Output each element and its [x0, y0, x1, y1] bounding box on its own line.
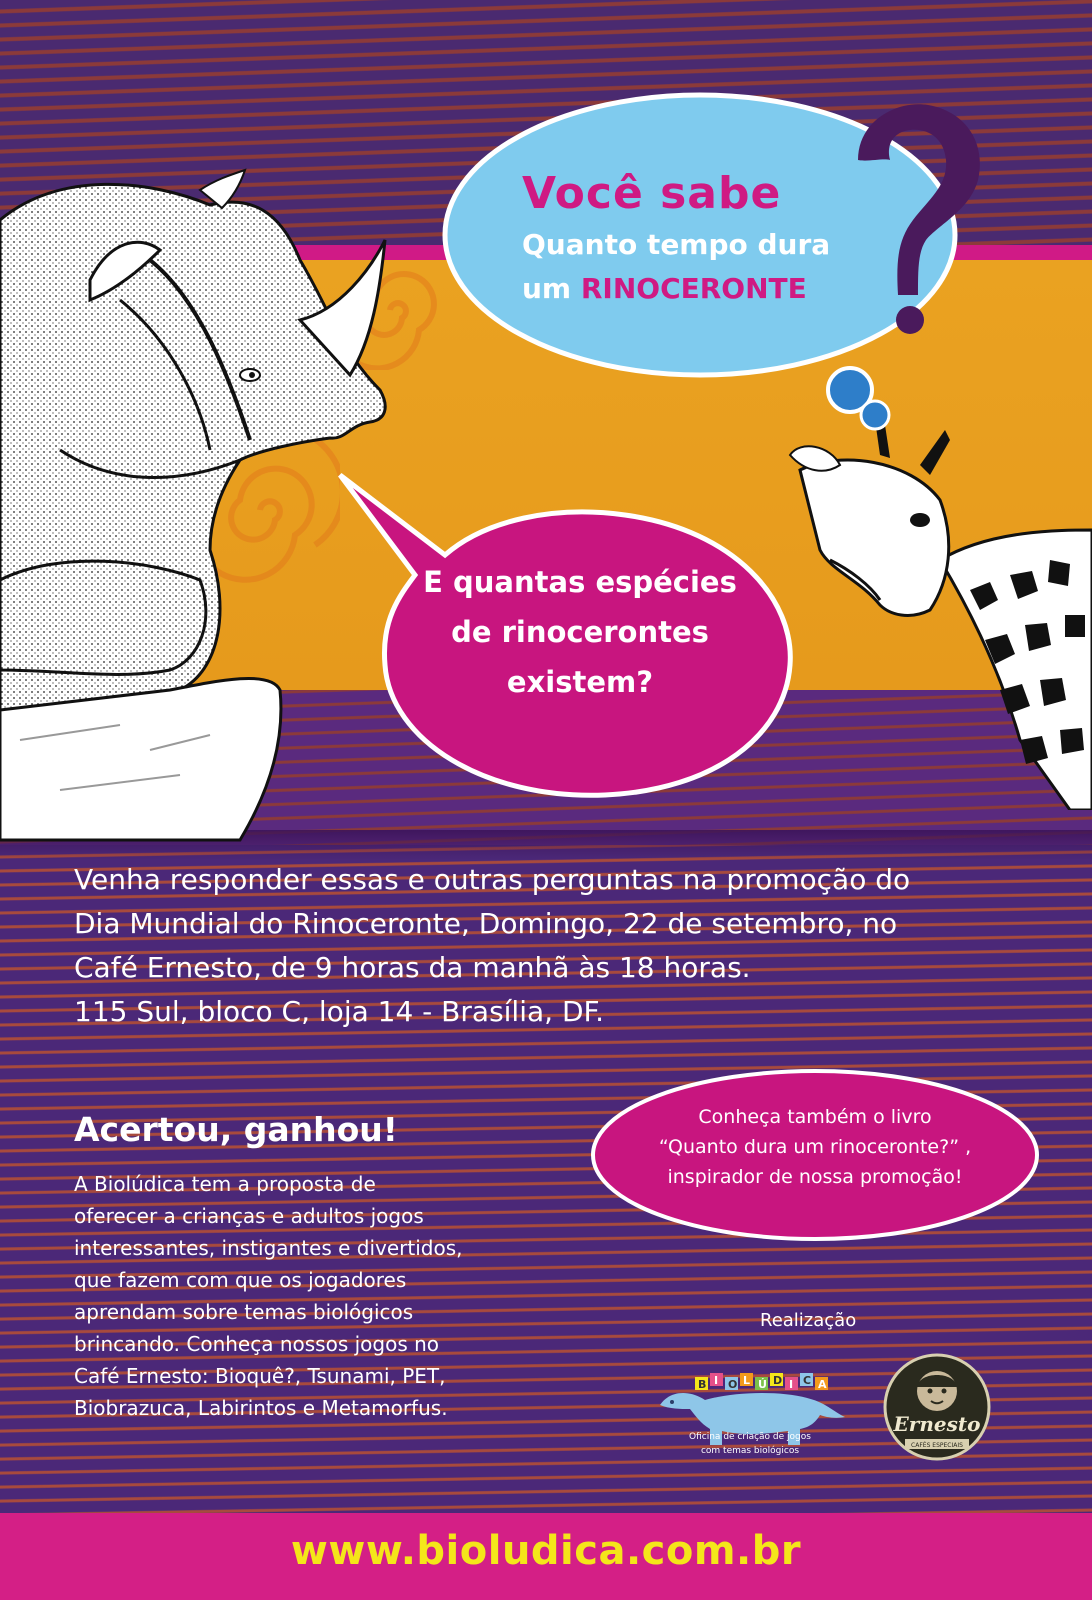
species-question-line-1: E quantas espécies	[423, 565, 737, 599]
description-line-3: interessantes, instigantes e divertidos,	[74, 1236, 463, 1260]
event-address: 115 Sul, bloco C, loja 14 - Brasília, DF.	[74, 995, 605, 1028]
svg-text:CAFÉS ESPECIAIS: CAFÉS ESPECIAIS	[911, 1442, 963, 1449]
svg-text:D: D	[773, 1374, 783, 1387]
question-highlight: RINOCERONTE	[580, 272, 807, 305]
book-line-2: “Quanto dura um rinoceronte?” ,	[658, 1136, 972, 1158]
event-text-line-2: Dia Mundial do Rinoceronte, Domingo, 22 de setembro, no	[74, 907, 898, 940]
question-line-3	[522, 272, 807, 305]
description-line-8: Biobrazuca, Labirintos e Metamorfus.	[74, 1396, 448, 1420]
svg-text:Ú: Ú	[758, 1378, 767, 1391]
svg-text:I: I	[789, 1378, 794, 1391]
svg-text:A: A	[818, 1378, 827, 1391]
question-title: Você sabe	[522, 168, 782, 219]
svg-text:B: B	[698, 1378, 707, 1391]
description-line-2: oferecer a crianças e adultos jogos	[74, 1204, 424, 1228]
question-mark-icon	[838, 100, 988, 335]
description-line-7: Café Ernesto: Bioquê?, Tsunami, PET,	[74, 1364, 446, 1388]
realizacao-label: Realização	[760, 1310, 857, 1331]
bioludica-tagline-1: Oficina de criação de jogos	[689, 1432, 811, 1442]
description-line-5: aprendam sobre temas biológicos	[74, 1300, 414, 1324]
description-line-4: que fazem com que os jogadores	[74, 1268, 407, 1292]
svg-text:O: O	[728, 1378, 738, 1391]
species-question-line-2: de rinocerontes	[451, 615, 709, 649]
svg-text:C: C	[803, 1374, 812, 1387]
question-line-2: Quanto tempo dura	[522, 228, 831, 261]
giraffe-illustration	[770, 410, 1092, 810]
cafe-ernesto-logo	[883, 1353, 991, 1461]
svg-text:L: L	[743, 1374, 751, 1387]
svg-text:Ernesto: Ernesto	[893, 1412, 981, 1436]
event-text-line-3: Café Ernesto, de 9 horas da manhã às 18 horas.	[74, 951, 751, 984]
question-line-3-prefix: um	[522, 272, 581, 305]
svg-text:I: I	[714, 1374, 719, 1387]
bioludica-tagline-2: com temas biológicos	[700, 1446, 800, 1456]
species-question-line-3: existem?	[506, 665, 654, 699]
website-link[interactable]: www.bioludica.com.br	[290, 1528, 802, 1574]
event-text-line-1: Venha responder essas e outras perguntas na promoção do	[74, 863, 911, 896]
prize-headline: Acertou, ganhou!	[74, 1110, 398, 1149]
book-line-1: Conheça também o livro	[698, 1106, 932, 1128]
description-line-6: brincando. Conheça nossos jogos no	[74, 1332, 440, 1356]
book-line-3: inspirador de nossa promoção!	[667, 1166, 963, 1188]
description-line-1: A Biolúdica tem a proposta de	[74, 1172, 376, 1196]
